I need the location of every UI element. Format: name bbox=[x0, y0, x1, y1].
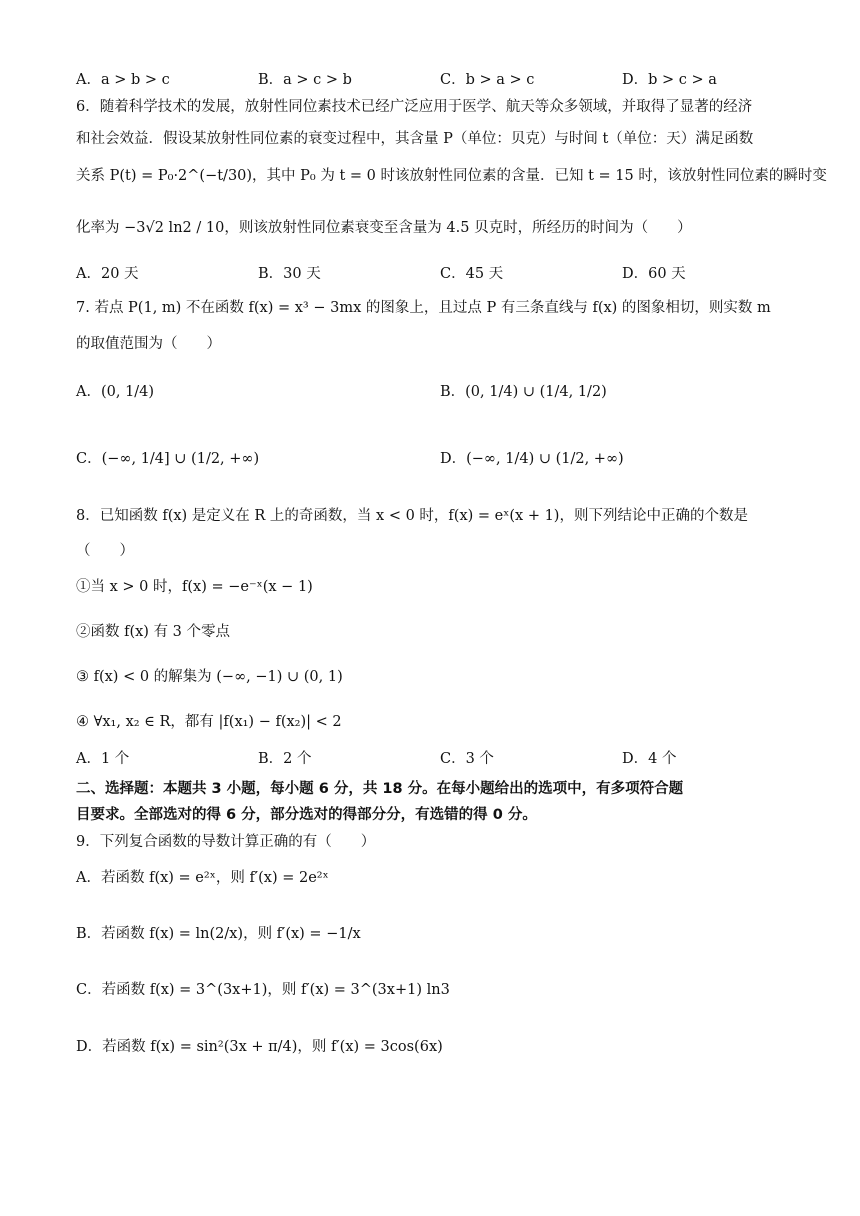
q7-option-c: C．(−∞, 1/4] ∪ (1/2, +∞) bbox=[76, 451, 260, 467]
q8-statement-1: ①当 x > 0 时，f(x) = −e⁻ˣ(x − 1) bbox=[76, 579, 313, 595]
q6-option-c: C．45 天 bbox=[440, 266, 504, 282]
q8-stem-line-1: 8．已知函数 f(x) 是定义在 R 上的奇函数，当 x < 0 时，f(x) = eˣ(x + 1)，则下列结论中正确的个数是 bbox=[76, 508, 748, 524]
q6-option-b: B．30 天 bbox=[258, 266, 321, 282]
q8-stem-line-2: （ ） bbox=[76, 543, 134, 559]
q7-option-d: D．(−∞, 1/4) ∪ (1/2, +∞) bbox=[440, 451, 624, 467]
q6-stem-line-1: 6．随着科学技术的发展，放射性同位素技术已经广泛应用于医学、航天等众多领域，并取得了显著的经济 bbox=[76, 99, 753, 115]
q8-option-c: C．3 个 bbox=[440, 751, 494, 767]
q7-stem-line-2: 的取值范围为（ ） bbox=[76, 336, 221, 352]
q6-stem-line-2: 和社会效益．假设某放射性同位素的衰变过程中，其含量 P（单位：贝克）与时间 t（单位：天）满足函数 bbox=[76, 131, 754, 147]
q9-option-d: D．若函数 f(x) = sin²(3x + π/4)，则 f′(x) = 3cos(6x) bbox=[76, 1039, 443, 1055]
section-2-heading-line-1: 二、选择题：本题共 3 小题，每小题 6 分，共 18 分。在每小题给出的选项中，有多项符合题 bbox=[76, 781, 684, 797]
section-2-heading-line-2: 目要求。全部选对的得 6 分，部分选对的得部分分，有选错的得 0 分。 bbox=[76, 807, 537, 823]
q9-option-b: B．若函数 f(x) = ln(2/x)，则 f′(x) = −1/x bbox=[76, 926, 361, 942]
q7-option-a: A．(0, 1/4) bbox=[76, 384, 155, 400]
q6-option-d: D．60 天 bbox=[622, 266, 686, 282]
q9-option-a: A．若函数 f(x) = e²ˣ，则 f′(x) = 2e²ˣ bbox=[76, 870, 329, 886]
q5-option-a: A．a > b > c bbox=[76, 72, 170, 88]
q8-statement-2: ②函数 f(x) 有 3 个零点 bbox=[76, 624, 231, 640]
q9-stem: 9．下列复合函数的导数计算正确的有（ ） bbox=[76, 834, 376, 850]
q9-option-c: C．若函数 f(x) = 3^(3x+1)，则 f′(x) = 3^(3x+1) ln3 bbox=[76, 982, 450, 998]
q6-option-a: A．20 天 bbox=[76, 266, 139, 282]
q5-option-c: C．b > a > c bbox=[440, 72, 535, 88]
q7-option-b: B．(0, 1/4) ∪ (1/4, 1/2) bbox=[440, 384, 607, 400]
q8-statement-4: ④ ∀x₁, x₂ ∈ R，都有 |f(x₁) − f(x₂)| < 2 bbox=[76, 714, 342, 730]
q6-stem-line-3: 关系 P(t) = P₀·2^(−t/30)，其中 P₀ 为 t = 0 时该放射性同位素的含量．已知 t = 15 时，该放射性同位素的瞬时变 bbox=[76, 168, 827, 184]
q8-option-d: D．4 个 bbox=[622, 751, 677, 767]
q8-option-a: A．1 个 bbox=[76, 751, 130, 767]
q8-option-b: B．2 个 bbox=[258, 751, 312, 767]
q5-option-d: D．b > c > a bbox=[622, 72, 717, 88]
q5-option-b: B．a > c > b bbox=[258, 72, 352, 88]
q6-stem-line-4: 化率为 −3√2 ln2 / 10，则该放射性同位素衰变至含量为 4.5 贝克时，所经历的时间为（ ） bbox=[76, 220, 692, 236]
q8-statement-3: ③ f(x) < 0 的解集为 (−∞, −1) ∪ (0, 1) bbox=[76, 669, 343, 685]
q7-stem-line-1: 7. 若点 P(1, m) 不在函数 f(x) = x³ − 3mx 的图象上，且过点 P 有三条直线与 f(x) 的图象相切，则实数 m bbox=[76, 300, 771, 316]
